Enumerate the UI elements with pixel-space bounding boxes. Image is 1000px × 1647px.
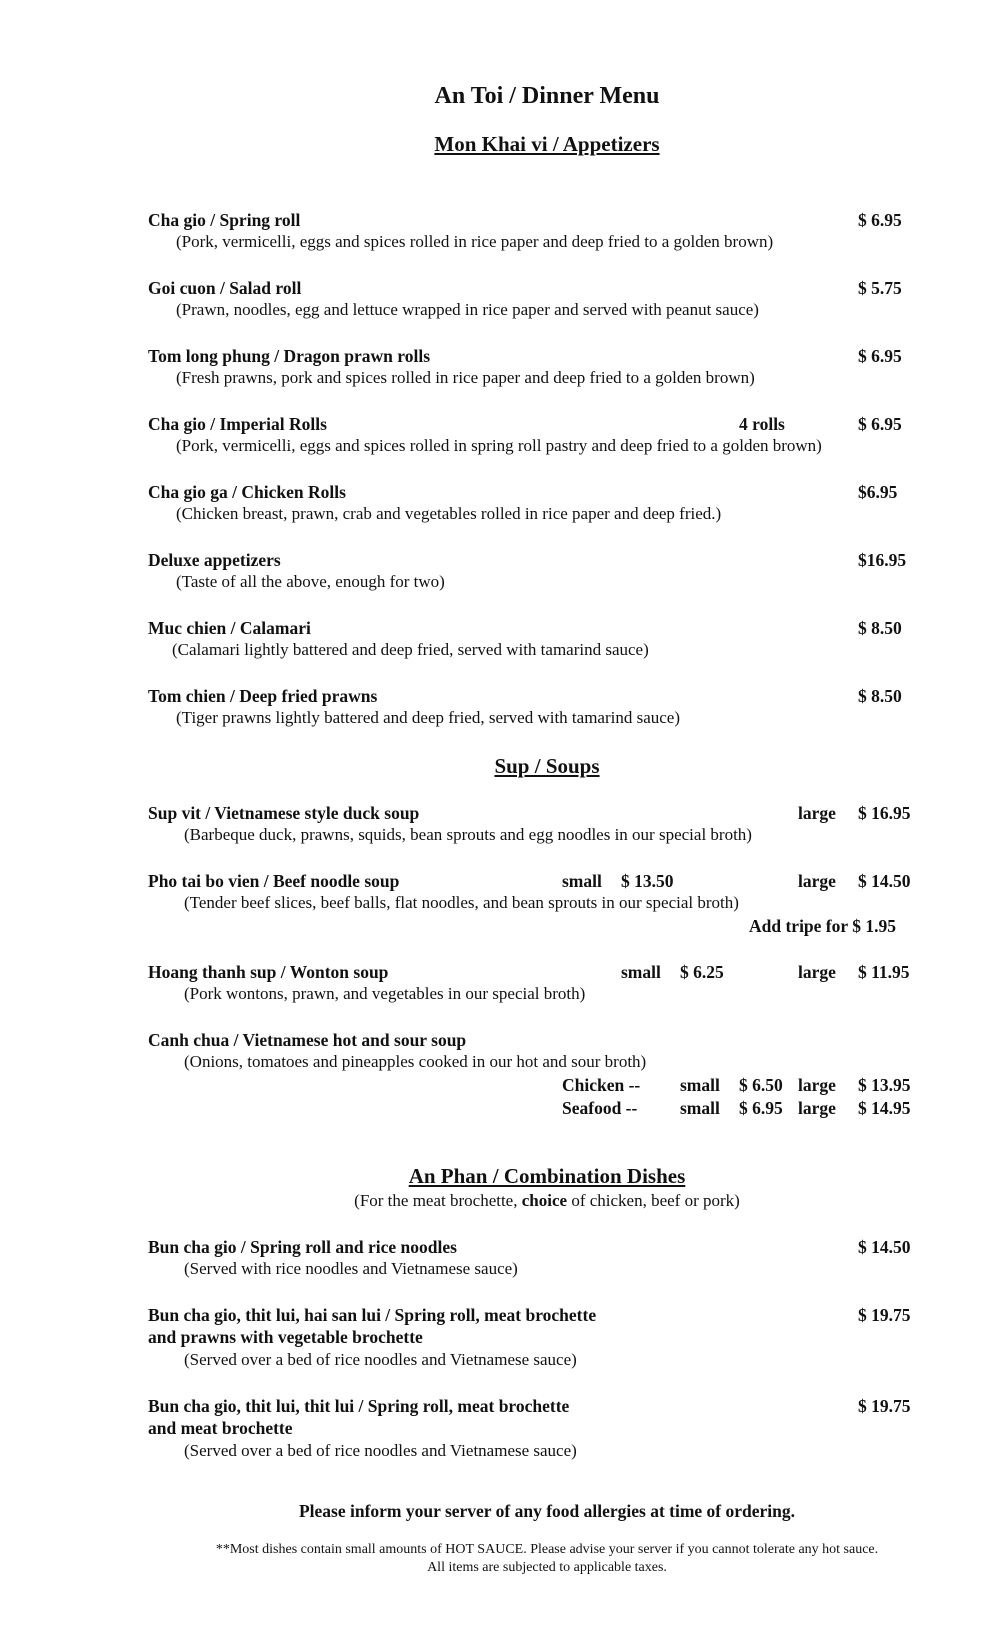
item-price-spring-roll: $ 6.95: [858, 210, 902, 230]
item-desc-beef-noodle-soup: (Tender beef slices, beef balls, flat noodles, and bean sprouts in our special broth): [184, 893, 739, 912]
item-price-pho-large: $ 14.50: [858, 871, 911, 891]
pho-add-tripe-note: Add tripe for $ 1.95: [749, 916, 896, 936]
item-price-canh-seafood-large: $ 14.95: [858, 1098, 911, 1118]
size-label-wonton-small: small: [621, 962, 661, 982]
item-name-salad-roll: Goi cuon / Salad roll: [148, 278, 302, 298]
item-desc-combo-2: (Served over a bed of rice noodles and Vietnamese sauce): [184, 1350, 577, 1369]
canh-option-chicken-label: Chicken --: [562, 1075, 641, 1095]
item-desc-chicken-rolls: (Chicken breast, prawn, crab and vegetables rolled in rice paper and deep fried.): [176, 504, 722, 523]
item-qty-imperial-rolls: 4 rolls: [739, 414, 785, 434]
section-heading-soups: Sup / Soups: [494, 754, 600, 778]
combos-note: [0, 1191, 1000, 1211]
size-label-canh-chicken-large: large: [798, 1075, 836, 1095]
size-label-duck-large: large: [798, 803, 836, 823]
size-label-canh-seafood-large: large: [798, 1098, 836, 1118]
item-name-combo-2-line2: and prawns with vegetable brochette: [148, 1327, 423, 1347]
size-label-wonton-large: large: [798, 962, 836, 982]
item-price-dragon-prawn-rolls: $ 6.95: [858, 346, 902, 366]
item-desc-salad-roll: (Prawn, noodles, egg and lettuce wrapped in rice paper and served with peanut sauce): [176, 300, 759, 319]
item-desc-imperial-rolls: (Pork, vermicelli, eggs and spices rolled in spring roll pastry and deep fried to a golden brown): [176, 436, 822, 455]
section-heading-combos: An Phan / Combination Dishes: [408, 1164, 686, 1188]
item-price-deluxe-appetizers: $16.95: [858, 550, 907, 570]
size-label-canh-chicken-small: small: [680, 1075, 720, 1095]
item-desc-calamari: (Calamari lightly battered and deep fried, served with tamarind sauce): [172, 640, 649, 659]
menu-title: An Toi / Dinner Menu: [434, 83, 660, 109]
item-name-hot-sour-soup: Canh chua / Vietnamese hot and sour soup: [148, 1030, 467, 1050]
item-name-spring-roll: Cha gio / Spring roll: [148, 210, 301, 230]
combos-note-bold: choice: [521, 1191, 568, 1210]
combos-note-pre: (For the meat brochette,: [354, 1191, 522, 1210]
item-name-deep-fried-prawns: Tom chien / Deep fried prawns: [148, 686, 378, 706]
item-price-deep-fried-prawns: $ 8.50: [858, 686, 902, 706]
item-name-duck-soup: Sup vit / Vietnamese style duck soup: [148, 803, 420, 823]
item-price-wonton-large: $ 11.95: [858, 962, 910, 982]
item-price-combo-3: $ 19.75: [858, 1396, 911, 1416]
item-name-chicken-rolls: Cha gio ga / Chicken Rolls: [148, 482, 346, 502]
size-label-pho-small: small: [562, 871, 602, 891]
item-price-salad-roll: $ 5.75: [858, 278, 902, 298]
item-name-combo-1: Bun cha gio / Spring roll and rice noodles: [148, 1237, 457, 1257]
item-name-calamari: Muc chien / Calamari: [148, 618, 311, 638]
item-price-chicken-rolls: $6.95: [858, 482, 898, 502]
item-name-combo-3-line2: and meat brochette: [148, 1418, 293, 1438]
item-price-canh-chicken-small: $ 6.50: [739, 1075, 783, 1095]
item-price-pho-small: $ 13.50: [621, 871, 674, 891]
item-desc-duck-soup: (Barbeque duck, prawns, squids, bean sprouts and egg noodles in our special broth): [184, 825, 752, 844]
section-heading-appetizers: Mon Khai vi / Appetizers: [434, 132, 660, 156]
item-desc-dragon-prawn-rolls: (Fresh prawns, pork and spices rolled in rice paper and deep fried to a golden brown): [176, 368, 755, 387]
item-name-wonton-soup: Hoang thanh sup / Wonton soup: [148, 962, 389, 982]
item-desc-deep-fried-prawns: (Tiger prawns lightly battered and deep fried, served with tamarind sauce): [176, 708, 681, 727]
item-price-combo-2: $ 19.75: [858, 1305, 911, 1325]
canh-option-seafood-label: Seafood --: [562, 1098, 638, 1118]
item-price-canh-seafood-small: $ 6.95: [739, 1098, 783, 1118]
item-desc-hot-sour-soup: (Onions, tomatoes and pineapples cooked in our hot and sour broth): [184, 1052, 647, 1071]
item-price-duck-large: $ 16.95: [858, 803, 911, 823]
item-price-wonton-small: $ 6.25: [680, 962, 724, 982]
item-desc-combo-1: (Served with rice noodles and Vietnamese sauce): [184, 1259, 518, 1278]
item-price-calamari: $ 8.50: [858, 618, 902, 638]
item-name-combo-2-line1: Bun cha gio, thit lui, hai san lui / Spring roll, meat brochette: [148, 1305, 597, 1325]
combos-note-post: of chicken, beef or pork): [567, 1191, 740, 1210]
item-desc-wonton-soup: (Pork wontons, prawn, and vegetables in our special broth): [184, 984, 586, 1003]
item-name-beef-noodle-soup: Pho tai bo vien / Beef noodle soup: [148, 871, 400, 891]
item-price-canh-chicken-large: $ 13.95: [858, 1075, 911, 1095]
item-price-imperial-rolls: $ 6.95: [858, 414, 902, 434]
footer-tax-note: All items are subjected to applicable taxes.: [427, 1560, 667, 1575]
size-label-pho-large: large: [798, 871, 836, 891]
item-name-deluxe-appetizers: Deluxe appetizers: [148, 550, 281, 570]
item-name-dragon-prawn-rolls: Tom long phung / Dragon prawn rolls: [148, 346, 431, 366]
item-desc-deluxe-appetizers: (Taste of all the above, enough for two): [176, 572, 445, 591]
item-name-imperial-rolls: Cha gio / Imperial Rolls: [148, 414, 327, 434]
item-desc-combo-3: (Served over a bed of rice noodles and Vietnamese sauce): [184, 1441, 577, 1460]
item-name-combo-3-line1: Bun cha gio, thit lui, thit lui / Spring roll, meat brochette: [148, 1396, 570, 1416]
item-desc-spring-roll: (Pork, vermicelli, eggs and spices rolled in rice paper and deep fried to a golden brown): [176, 232, 774, 251]
footer-hot-sauce-note: **Most dishes contain small amounts of HOT SAUCE. Please advise your server if you cannot tolerate any hot sauce.: [215, 1542, 879, 1557]
item-price-combo-1: $ 14.50: [858, 1237, 911, 1257]
size-label-canh-seafood-small: small: [680, 1098, 720, 1118]
allergy-notice: Please inform your server of any food allergies at time of ordering.: [298, 1501, 796, 1521]
